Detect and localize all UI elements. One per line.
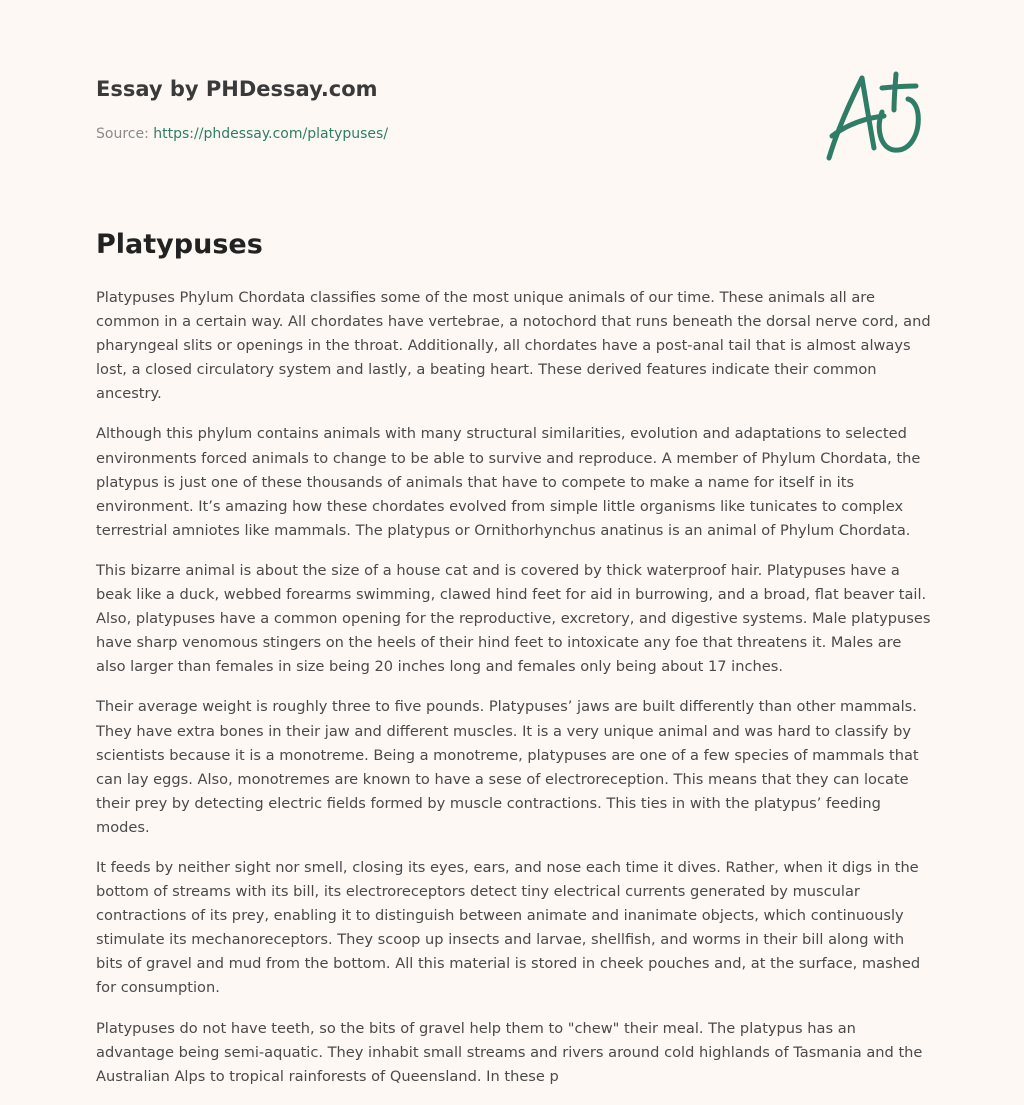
paragraph: Their average weight is roughly three to five pounds. Platypuses’ jaws are built differently than other mammals. They have extra bones in their jaw and different muscles. It is a very unique animal and was hard to classify by scientists because it is a monotreme. Being a monotreme, platypuses are one of a few species of mammals that can lay eggs. Also, monotremes are known to have a sese of electroreception. This means that they can locate their prey by detecting electric fields formed by muscle contractions. This ties in with the platypus’ feeding modes. (96, 698, 919, 836)
paragraph: It feeds by neither sight nor smell, closing its eyes, ears, and nose each time it dives. Rather, when it digs in the bottom of streams with its bill, its electroreceptors detect tiny electrical currents generated by muscular contractions of its prey, enabling it to distinguish between animate and inanimate objects, which continuously stimulate its mechanoreceptors. They scoop up insects and larvae, shellfish, and worms in their bill along with bits of gravel and mud from the bottom. All this material is stored in cheek pouches and, at the surface, mashed for consumption. (96, 858, 921, 997)
source-line (96, 124, 796, 144)
paragraph: This bizarre animal is about the size of a house cat and is covered by thick waterproof hair. Platypuses have a beak like a duck, webbed forearms swimming, clawed hind feet for aid in burrowing, and a broad, flat beaver tail. Also, platypuses have a common opening for the reproductive, excretory, and digestive systems. Male platypuses have sharp venomous stingers on the heels of their hind feet to intoxicate any foe that threatens it. Males are also larger than females in size being 20 inches long and females only being about 17 inches. (96, 561, 931, 676)
source-link[interactable]: https://phdessay.com/platypuses/ (153, 126, 389, 142)
paragraph: Although this phylum contains animals with many structural similarities, evolution and adaptations to selected environments forced animals to change to be able to survive and reproduce. A member of Phylum Chordata, the platypus is just one of these thousands of animals that have to compete to make a name for itself in its environment. It’s amazing how these chordates evolved from simple little organisms like tunicates to complex terrestrial amniotes like mammals. The platypus or Ornithorhynchus anatinus is an animal of Phylum Chordata. (96, 425, 921, 539)
source-label: Source: (96, 126, 154, 142)
header (96, 74, 796, 144)
page-title: Platypuses (96, 229, 263, 260)
a-plus-logo-icon (818, 66, 934, 170)
site-brand: Essay by PHDessay.com (96, 77, 378, 101)
paragraph: Platypuses do not have teeth, so the bits of gravel help them to "chew" their meal. The platypus has an advantage being semi-aquatic. They inhabit small streams and rivers around cold highlands of Tasmania and the Australian Alps to tropical rainforests of Queensland. In these p (96, 1019, 923, 1085)
paragraph: Platypuses Phylum Chordata classifies some of the most unique animals of our time. These animals all are common in a certain way. All chordates have vertebrae, a notochord that runs beneath the dorsal nerve cord, and pharyngeal slits or openings in the throat. Additionally, all chordates have a post-anal tail that is almost always lost, a closed circulatory system and lastly, a beating heart. These derived features indicate their common ancestry. (96, 289, 931, 403)
article-body (96, 286, 934, 1105)
